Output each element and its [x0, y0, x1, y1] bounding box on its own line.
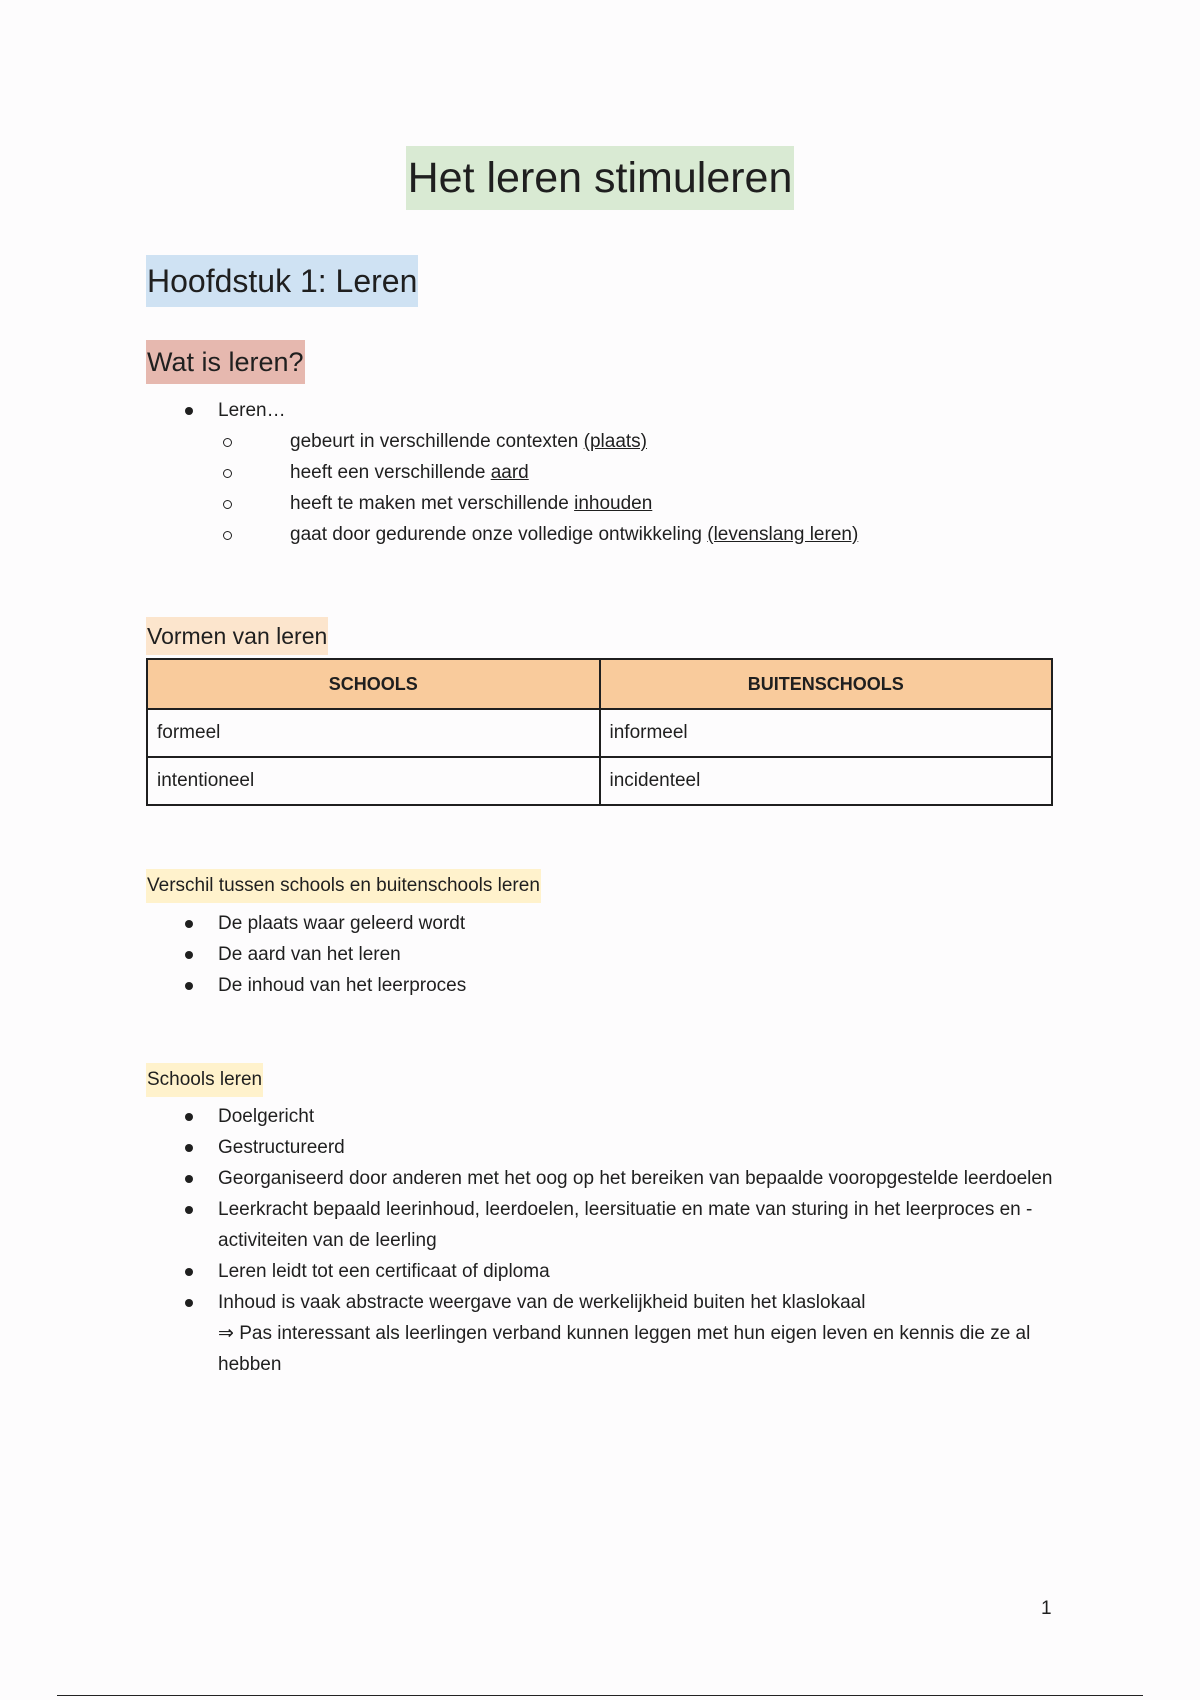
table-row [147, 757, 1052, 805]
section-heading-schools-leren: Schools leren [146, 1063, 263, 1097]
table-header: SCHOOLS [147, 659, 600, 709]
list-item: gaat door gedurende onze volledige ontwikkeling (levenslang leren) [218, 519, 858, 550]
section-heading-wat-is-leren: Wat is leren? [146, 340, 305, 384]
section-heading-verschil: Verschil tussen schools en buitenschools leren [146, 869, 541, 903]
table-cell: formeel [147, 709, 600, 757]
chapter-heading: Hoofdstuk 1: Leren [146, 255, 418, 307]
table-cell: intentioneel [147, 757, 600, 805]
page-bottom-rule [57, 1695, 1143, 1696]
list-item: heeft te maken met verschillende inhouden [218, 488, 858, 519]
sub-list [218, 426, 858, 550]
verschil-list [180, 908, 466, 1001]
document-title: Het leren stimuleren [0, 146, 1200, 210]
wat-is-leren-list [180, 395, 858, 550]
conclusion-note: ⇒ Pas interessant als leerlingen verband kunnen leggen met hun eigen leven en kennis die ze al hebben [218, 1323, 1031, 1375]
list-item: Georganiseerd door anderen met het oog op het bereiken van bepaalde vooropgestelde leerdoelen [180, 1163, 1060, 1194]
list-item: gebeurt in verschillende contexten (plaats) [218, 426, 858, 457]
table-header: BUITENSCHOOLS [600, 659, 1053, 709]
table-row [147, 709, 1052, 757]
list-item: Doelgericht [180, 1101, 1060, 1132]
table-cell: informeel [600, 709, 1053, 757]
list-item: De plaats waar geleerd wordt [180, 908, 466, 939]
list-item: Leerkracht bepaald leerinhoud, leerdoelen, leersituatie en mate van sturing in het leerproces en -activiteiten van de leerling [180, 1194, 1060, 1256]
list-item: Gestructureerd [180, 1132, 1060, 1163]
vormen-table [146, 658, 1053, 806]
schools-leren-list [180, 1101, 1060, 1380]
list-item: De aard van het leren [180, 939, 466, 970]
list-item: heeft een verschillende aard [218, 457, 858, 488]
page-number: 1 [1041, 1598, 1052, 1619]
list-item: De inhoud van het leerproces [180, 970, 466, 1001]
list-item: Leren… gebeurt in verschillende contexten (plaats) heeft een verschillende aard heeft te maken met verschillende inhouden gaat door gedurende onze volledige ontwikkeling (levenslang leren) [180, 395, 858, 550]
table-cell: incidenteel [600, 757, 1053, 805]
list-item: Inhoud is vaak abstracte weergave van de werkelijkheid buiten het klaslokaal ⇒ Pas interessant als leerlingen verband kunnen leggen met hun eigen leven en kennis die ze al hebben [180, 1287, 1060, 1380]
list-item: Leren leidt tot een certificaat of diploma [180, 1256, 1060, 1287]
section-heading-vormen: Vormen van leren [146, 617, 328, 655]
table-header-row [147, 659, 1052, 709]
